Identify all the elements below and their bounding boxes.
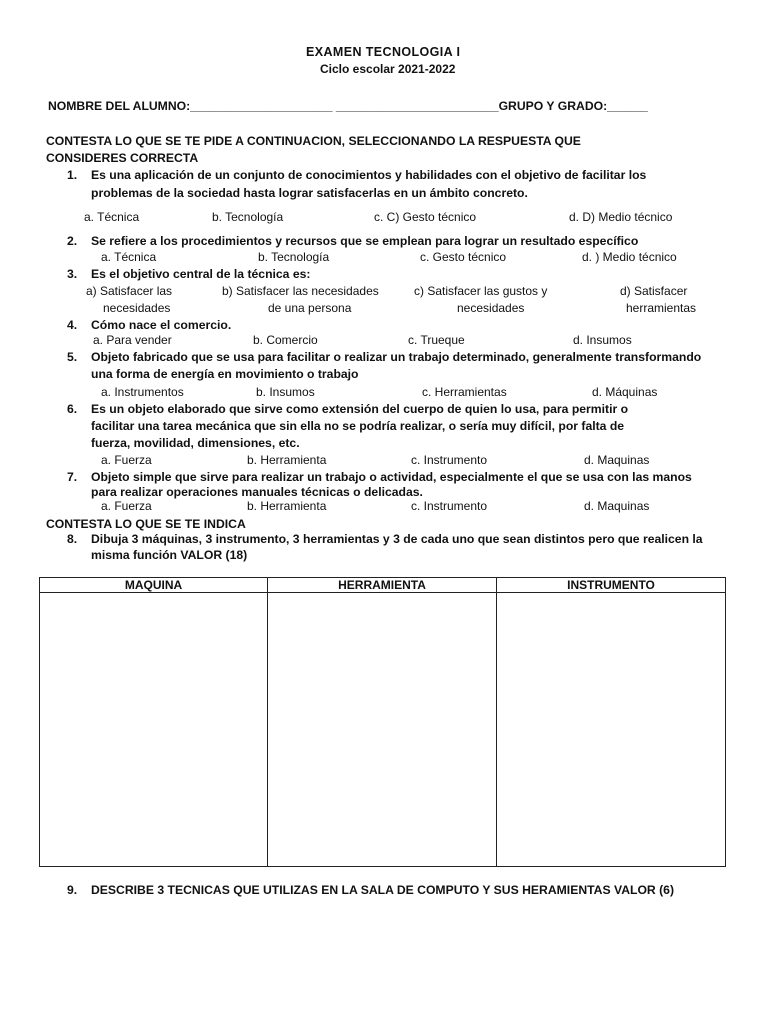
question-6-number: 6. — [67, 402, 78, 416]
question-2-option-d[interactable]: d. ) Medio técnico — [582, 250, 677, 264]
school-cycle: Ciclo escolar 2021-2022 — [320, 62, 456, 76]
question-1-text-line2: problemas de la sociedad hasta lograr satisfacerlas en un ámbito concreto. — [91, 186, 528, 200]
question-2-option-a[interactable]: a. Técnica — [101, 250, 157, 264]
question-9-text: DESCRIBE 3 TECNICAS QUE UTILIZAS EN LA SALA DE COMPUTO Y SUS HERAMIENTAS VALOR (6) — [91, 883, 675, 897]
question-6-text-line3: fuerza, movilidad, dimensiones, etc. — [91, 436, 300, 450]
question-3-option-d-line2: herramientas — [626, 301, 697, 315]
question-2-number: 2. — [67, 234, 78, 248]
question-3-option-b-line2: de una persona — [268, 301, 352, 315]
question-7-option-c[interactable]: c. Instrumento — [411, 499, 488, 513]
question-6-option-d[interactable]: d. Maquinas — [584, 453, 650, 467]
question-5-option-b[interactable]: b. Insumos — [256, 385, 315, 399]
student-name-line[interactable]: NOMBRE DEL ALUMNO:_____________________ ________________________GRUPO Y GRADO:______ — [48, 99, 648, 113]
question-7-option-d[interactable]: d. Maquinas — [584, 499, 650, 513]
question-6-option-b[interactable]: b. Herramienta — [247, 453, 327, 467]
question-6-option-c[interactable]: c. Instrumento — [411, 453, 488, 467]
question-3-number: 3. — [67, 267, 78, 281]
question-8-number: 8. — [67, 532, 78, 546]
question-2-text: Se refiere a los procedimientos y recursos que se emplean para lograr un resultado específico — [91, 234, 639, 248]
question-3-option-a[interactable]: a) Satisfacer las — [86, 284, 173, 298]
question-4-option-a[interactable]: a. Para vender — [93, 333, 172, 347]
drawing-table — [39, 577, 726, 867]
question-3-text: Es el objetivo central de la técnica es: — [91, 267, 311, 281]
question-1-text-line1: Es una aplicación de un conjunto de conocimientos y habilidades con el objetivo de facilitar los — [91, 168, 647, 182]
question-6-text-line1: Es un objeto elaborado que sirve como extensión del cuerpo de quien lo usa, para permitir o — [91, 402, 629, 416]
question-6-text-line2: facilitar una tarea mecánica que sin ella no se podría realizar, o sería muy difícil, por falta de — [91, 419, 625, 433]
question-5-option-d[interactable]: d. Máquinas — [592, 385, 658, 399]
question-1-option-b[interactable]: b. Tecnología — [212, 210, 284, 224]
question-7-text-line2: para realizar operaciones manuales técnicas o delicadas. — [91, 485, 423, 499]
exam-title: EXAMEN TECNOLOGIA I — [306, 45, 461, 59]
question-2-option-b[interactable]: b. Tecnología — [258, 250, 330, 264]
question-1-option-d[interactable]: d. D) Medio técnico — [569, 210, 673, 224]
question-1-option-c[interactable]: c. C) Gesto técnico — [374, 210, 477, 224]
question-9-number: 9. — [67, 883, 78, 897]
question-4-number: 4. — [67, 318, 78, 332]
question-4-option-b[interactable]: b. Comercio — [253, 333, 318, 347]
question-4-text: Cómo nace el comercio. — [91, 318, 232, 332]
question-4-option-c[interactable]: c. Trueque — [408, 333, 465, 347]
question-3-option-b[interactable]: b) Satisfacer las necesidades — [222, 284, 379, 298]
question-3-option-c[interactable]: c) Satisfacer las gustos y — [414, 284, 548, 298]
question-8-text-line1: Dibuja 3 máquinas, 3 instrumento, 3 herramientas y 3 de cada uno que sean distintos pero que realicen la — [91, 532, 703, 546]
question-2-option-c[interactable]: c. Gesto técnico — [420, 250, 507, 264]
instruction-1-line1: CONTESTA LO QUE SE TE PIDE A CONTINUACION, SELECCIONANDO LA RESPUESTA QUE — [46, 134, 581, 148]
question-7-number: 7. — [67, 470, 78, 484]
question-3-option-a-line2: necesidades — [103, 301, 171, 315]
question-1-option-a[interactable]: a. Técnica — [84, 210, 140, 224]
question-5-text-line2: una forma de energía en movimiento o trabajo — [91, 367, 359, 381]
question-5-number: 5. — [67, 350, 78, 364]
column-header-maquina: MAQUINA — [40, 578, 268, 593]
instruction-2: CONTESTA LO QUE SE TE INDICA — [46, 517, 246, 531]
question-3-option-d[interactable]: d) Satisfacer — [620, 284, 688, 298]
question-7-text-line1: Objeto simple que sirve para realizar un trabajo o actividad, especialmente el que se usa con las manos — [91, 470, 692, 484]
drawing-cell-maquina[interactable] — [40, 593, 268, 867]
question-7-option-a[interactable]: a. Fuerza — [101, 499, 152, 513]
drawing-cell-herramienta[interactable] — [268, 593, 497, 867]
column-header-instrumento: INSTRUMENTO — [497, 578, 726, 593]
question-5-text-line1: Objeto fabricado que se usa para facilitar o realizar un trabajo determinado, generalmente transformando — [91, 350, 702, 364]
question-5-option-a[interactable]: a. Instrumentos — [101, 385, 184, 399]
question-7-option-b[interactable]: b. Herramienta — [247, 499, 327, 513]
question-8-text-line2: misma función VALOR (18) — [91, 548, 248, 562]
question-3-option-c-line2: necesidades — [457, 301, 525, 315]
drawing-cell-instrumento[interactable] — [497, 593, 726, 867]
question-1-number: 1. — [67, 168, 78, 182]
question-6-option-a[interactable]: a. Fuerza — [101, 453, 152, 467]
column-header-herramienta: HERRAMIENTA — [268, 578, 497, 593]
question-4-option-d[interactable]: d. Insumos — [573, 333, 632, 347]
instruction-1-line2: CONSIDERES CORRECTA — [46, 151, 199, 165]
question-5-option-c[interactable]: c. Herramientas — [422, 385, 507, 399]
